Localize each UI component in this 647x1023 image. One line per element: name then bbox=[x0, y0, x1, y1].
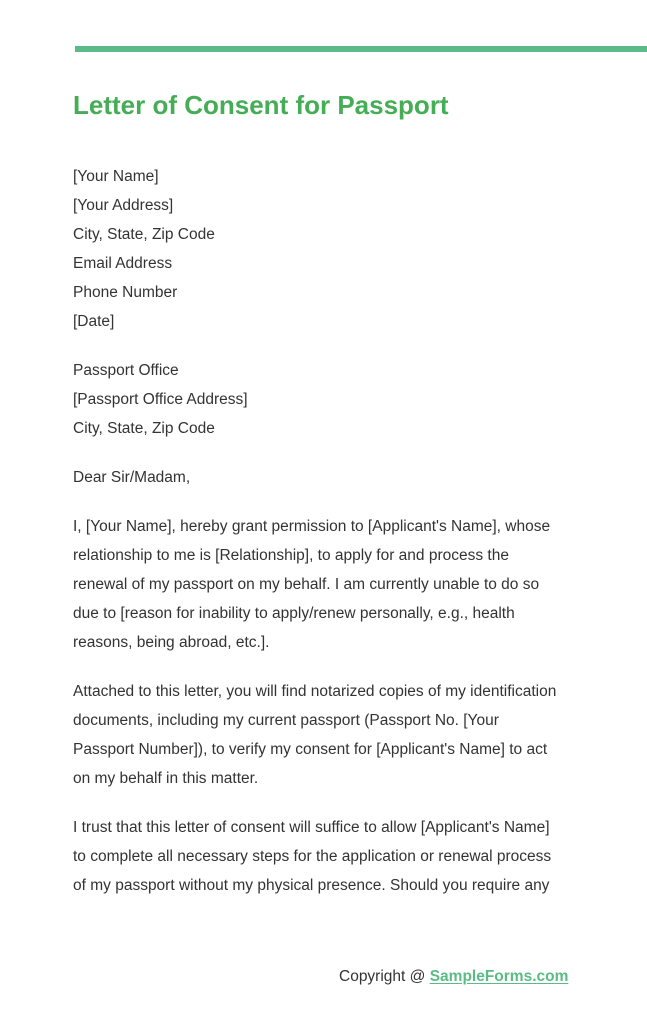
salutation-text: Dear Sir/Madam, bbox=[73, 469, 191, 486]
paragraph-line: documents, including my current passport (Passport No. [Your bbox=[73, 712, 499, 729]
sampleforms-link[interactable]: SampleForms.com bbox=[429, 968, 569, 985]
paragraph-line: renewal of my passport on my behalf. I am currently unable to do so bbox=[73, 576, 540, 593]
paragraph-line: due to [reason for inability to apply/renew personally, e.g., health bbox=[73, 605, 515, 622]
paragraph-line: I trust that this letter of consent will suffice to allow [Applicant's Name] bbox=[73, 819, 550, 836]
paragraph-line: Attached to this letter, you will find notarized copies of my identification bbox=[73, 683, 557, 700]
paragraph-line: I, [Your Name], hereby grant permission to [Applicant's Name], whose bbox=[73, 518, 551, 535]
sender-email: Email Address bbox=[73, 255, 173, 272]
paragraph-line: on my behalf in this matter. bbox=[73, 770, 259, 787]
recipient-city-state-zip: City, State, Zip Code bbox=[73, 420, 215, 437]
paragraph-permission bbox=[73, 512, 593, 657]
sender-phone: Phone Number bbox=[73, 284, 178, 301]
sender-name: [Your Name] bbox=[73, 168, 159, 185]
recipient-block bbox=[73, 356, 593, 443]
sender-address: [Your Address] bbox=[73, 197, 174, 214]
sender-block bbox=[73, 162, 593, 336]
paragraph-attachments bbox=[73, 677, 593, 793]
paragraph-line: of my passport without my physical presence. Should you require any bbox=[73, 877, 550, 894]
letter-body bbox=[73, 162, 593, 920]
sender-city-state-zip: City, State, Zip Code bbox=[73, 226, 215, 243]
recipient-office: Passport Office bbox=[73, 362, 179, 379]
document-title: Letter of Consent for Passport bbox=[73, 90, 449, 120]
recipient-address: [Passport Office Address] bbox=[73, 391, 248, 408]
paragraph-trust bbox=[73, 813, 593, 900]
paragraph-line: reasons, being abroad, etc.]. bbox=[73, 634, 270, 651]
paragraph-line: relationship to me is [Relationship], to apply for and process the bbox=[73, 547, 509, 564]
letter-date: [Date] bbox=[73, 313, 115, 330]
paragraph-line: Passport Number]), to verify my consent for [Applicant's Name] to act bbox=[73, 741, 548, 758]
top-accent-rule bbox=[75, 46, 647, 52]
copyright-footer bbox=[339, 966, 568, 988]
paragraph-line: to complete all necessary steps for the application or renewal process bbox=[73, 848, 552, 865]
salutation bbox=[73, 463, 593, 492]
copyright-label: Copyright @ bbox=[339, 968, 426, 985]
